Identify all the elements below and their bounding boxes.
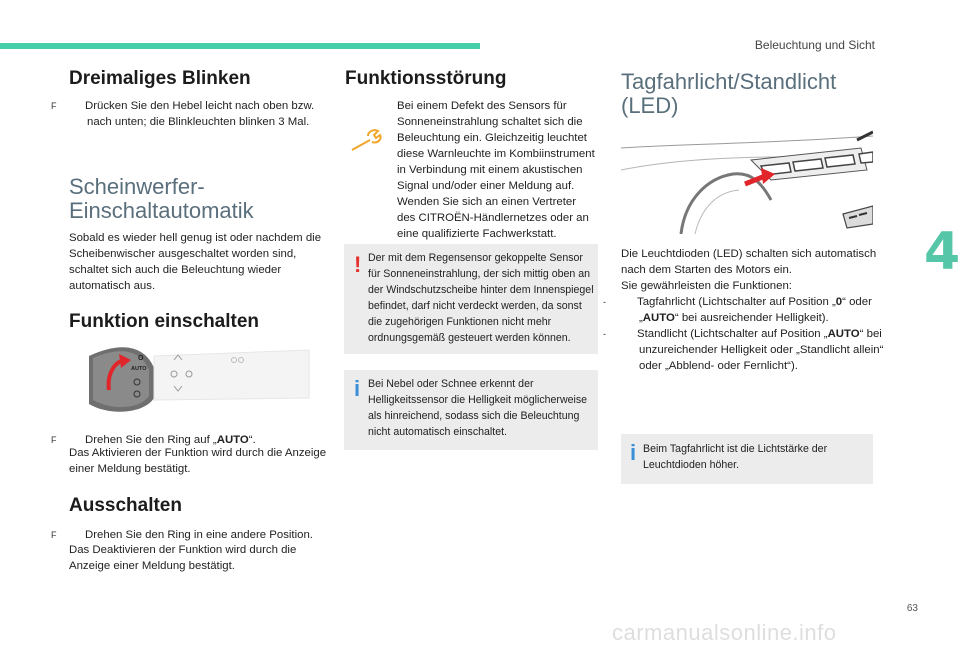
paragraph-deaktivieren: Das Deaktivieren der Funktion wird durch die Anzeige einer Meldung bestätigt. bbox=[69, 544, 297, 572]
section-header-title: Beleuchtung und Sicht bbox=[754, 38, 875, 52]
dash-symbol: - bbox=[603, 297, 606, 307]
heading-tagfahrlicht-line2: (LED) bbox=[621, 93, 679, 118]
item2-pre: Standlicht (Lichtschalter auf Position „ bbox=[637, 328, 828, 340]
info-box-tagfahrlicht bbox=[621, 434, 873, 484]
info-icon: i bbox=[630, 440, 637, 465]
heading-tagfahrlicht-line1: Tagfahrlicht/Standlicht bbox=[621, 69, 837, 94]
paragraph-leuchtdioden: Die Leuchtdioden (LED) schalten sich automatisch nach dem Starten des Motors ein. bbox=[621, 248, 877, 276]
item1-post: “ bei ausreichender Helligkeit). bbox=[674, 312, 829, 324]
info-text-tagfahrlicht: Beim Tagfahrlicht ist die Lichtstärke der Leuchtdioden höher. bbox=[643, 443, 828, 471]
watermark: carmanualsonline.info bbox=[612, 620, 837, 645]
list-item-standlicht bbox=[603, 326, 897, 374]
heading-scheinwerfer-line2: Einschaltautomatik bbox=[69, 198, 254, 223]
light-stalk-figure bbox=[69, 338, 329, 418]
stalk-label-o: O bbox=[138, 355, 144, 362]
bullet-ring-auto-pre: Drehen Sie den Ring auf „ bbox=[85, 434, 217, 446]
heading-funktionsstoerung: Funktionsstörung bbox=[345, 68, 507, 89]
bullet-symbol: F bbox=[51, 435, 57, 445]
zero-keyword: 0 bbox=[835, 296, 843, 308]
item1-pre: Tagfahrlicht (Lichtschalter auf Position „ bbox=[637, 296, 836, 308]
item2-post: “ bei unzureichender Helligkeit oder „Standlicht allein“ oder „Abblend- oder Fernlicht“). bbox=[639, 328, 884, 372]
list-item-tagfahrlicht bbox=[603, 294, 897, 326]
wrench-icon bbox=[350, 128, 384, 154]
auto-keyword: AUTO bbox=[216, 434, 249, 446]
page-number: 63 bbox=[906, 603, 918, 614]
chapter-number: 4 bbox=[924, 222, 960, 282]
auto-keyword: AUTO bbox=[642, 312, 675, 324]
item1-mid: “ oder „ bbox=[639, 296, 872, 324]
paragraph-automatik: Sobald es wieder hell genug ist oder nachdem die Scheibenwischer ausgeschaltet worden sind, schaltet sich auch die Beleuchtung wieder automatisch aus. bbox=[69, 232, 322, 292]
warning-icon: ! bbox=[354, 252, 362, 277]
warning-text: Der mit dem Regensensor gekoppelte Sensor für Sonneneinstrahlung, der sich mittig oben an der Windschutzscheibe hinter dem Innenspiegel befindet, darf nicht verdeckt werden, da sonst die zugehörigen Funktionen nicht mehr ordnungsgemäß gesteuert werden können. bbox=[368, 252, 594, 344]
info-text-nebel: Bei Nebel oder Schnee erkennt der Helligkeitssensor die Helligkeit möglicherweise als hinreichend, sodass sich die Beleuchtung nicht automatisch einschaltet. bbox=[368, 378, 588, 438]
paragraph-funktionen: Sie gewährleisten die Funktionen: bbox=[621, 280, 792, 292]
info-box-nebel bbox=[344, 370, 598, 450]
bullet-ring-andere-text: Drehen Sie den Ring in eine andere Position. bbox=[85, 529, 313, 541]
dash-symbol: - bbox=[603, 329, 606, 339]
bullet-ring-andere bbox=[51, 527, 345, 543]
heading-scheinwerfer-line1: Scheinwerfer- bbox=[69, 174, 205, 199]
warning-box bbox=[344, 244, 598, 354]
paragraph-defekt: Bei einem Defekt des Sensors für Sonneneinstrahlung schaltet sich die Beleuchtung ein. Gleichzeitig leuchtet diese Warnleuchte im Kombiinstrument in Verbindung mit einem akustischen Signal und/oder einer Meldung auf. Wenden Sie sich an einen Vertreter des CITROËN-Händlernetzes oder an eine qualifizierte Fachwerkstatt. bbox=[397, 100, 595, 240]
led-car-front-figure bbox=[621, 130, 873, 234]
bullet-blinken bbox=[51, 98, 337, 130]
heading-dreimaliges-blinken: Dreimaliges Blinken bbox=[69, 68, 251, 89]
auto-keyword: AUTO bbox=[827, 328, 860, 340]
bullet-ring-auto-post: “. bbox=[248, 434, 256, 446]
heading-ausschalten: Ausschalten bbox=[69, 495, 182, 516]
info-icon: i bbox=[354, 376, 361, 401]
paragraph-aktivieren: Das Aktivieren der Funktion wird durch die Anzeige einer Meldung bestätigt. bbox=[69, 447, 327, 475]
bullet-symbol: F bbox=[51, 101, 57, 111]
bullet-blinken-text: Drücken Sie den Hebel leicht nach oben bzw. nach unten; die Blinkleuchten blinken 3 Mal. bbox=[85, 100, 315, 128]
stalk-label-auto: AUTO bbox=[131, 366, 147, 372]
heading-funktion-einschalten: Funktion einschalten bbox=[69, 311, 260, 332]
header-accent-bar bbox=[0, 43, 480, 49]
bullet-symbol: F bbox=[51, 530, 57, 540]
